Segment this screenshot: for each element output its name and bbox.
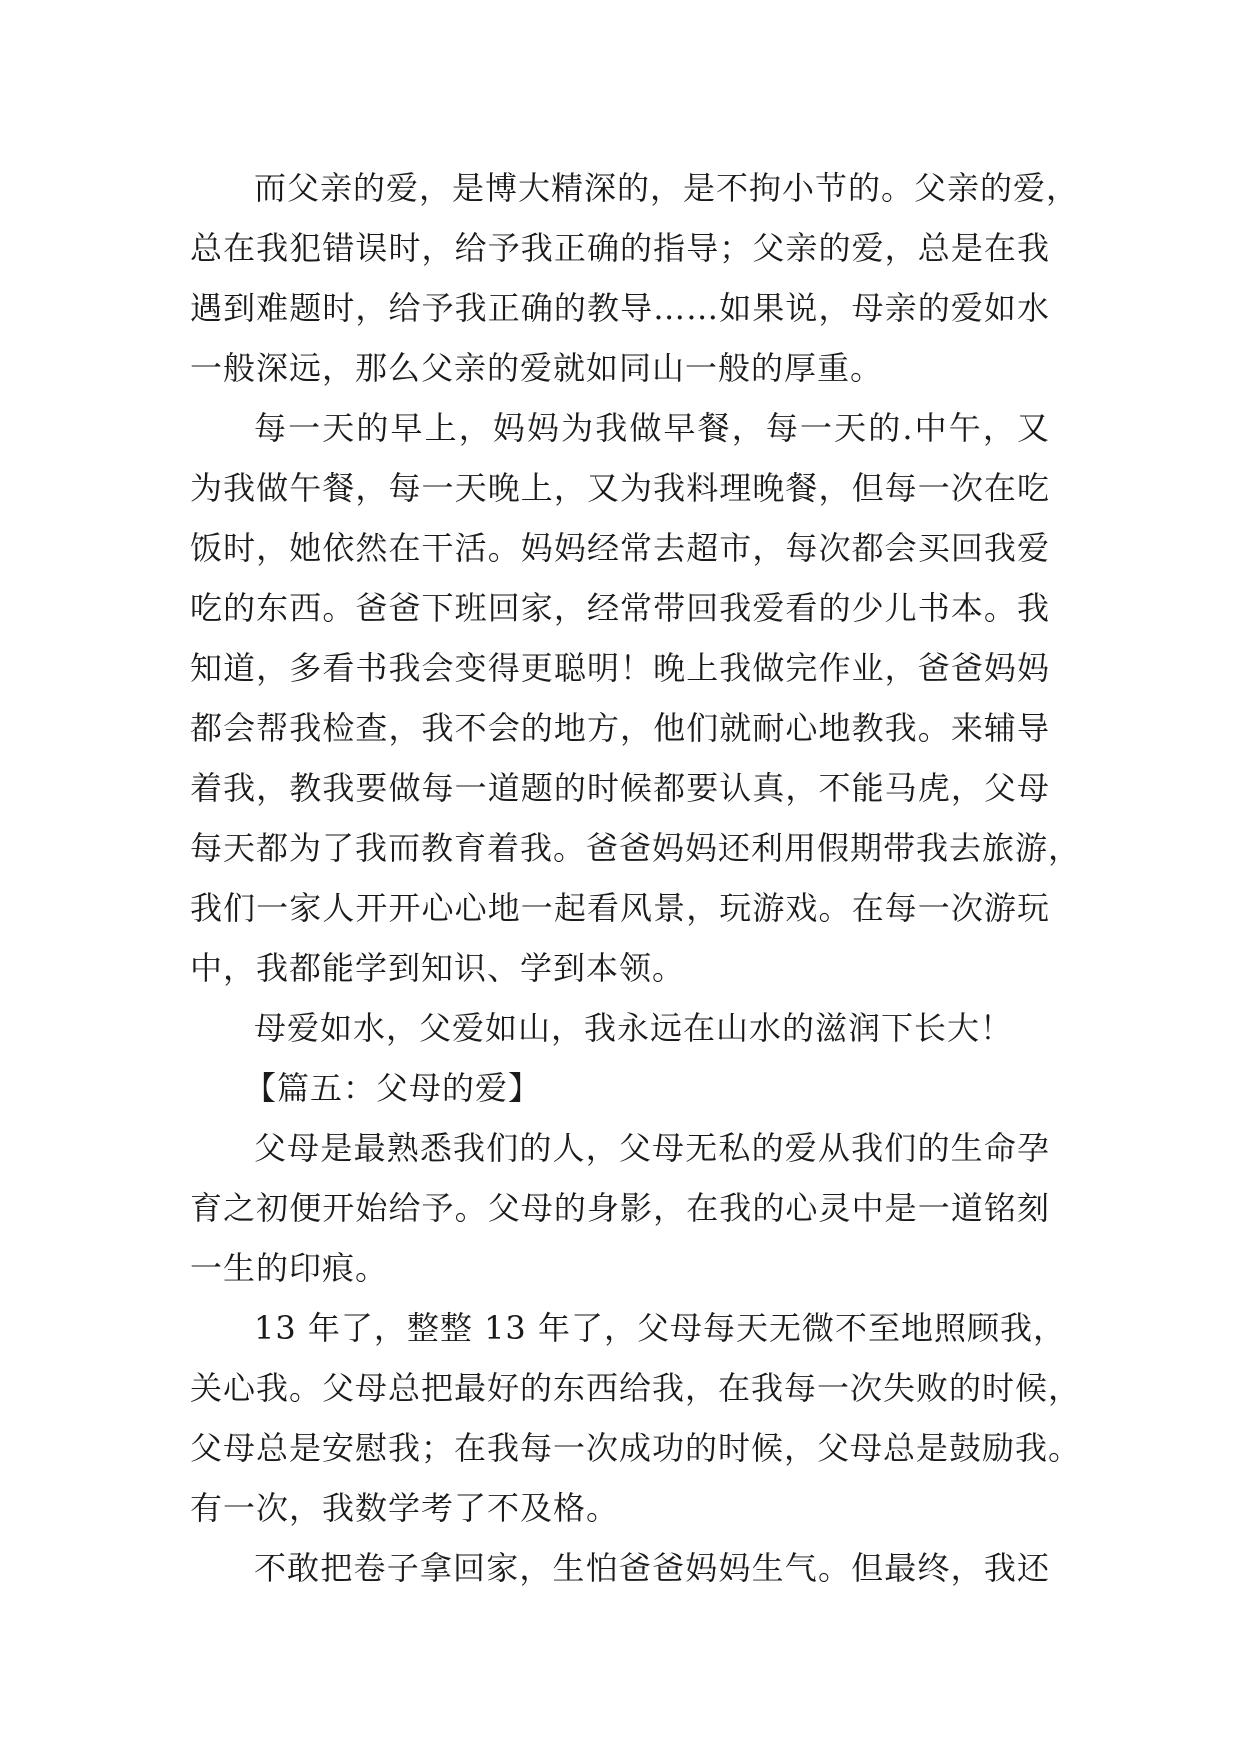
text-line: 13 年了，整整 13 年了，父母每天无微不至地照顾我， <box>254 1309 1066 1347</box>
text-line: 饭时，她依然在干活。妈妈经常去超市，每次都会买回我爱 <box>190 529 1050 567</box>
text-line: 着我，教我要做每一道题的时候都要认真，不能马虎，父母 <box>190 769 1050 807</box>
text-line: 育之初便开始给予。父母的身影，在我的心灵中是一道铭刻 <box>190 1189 1050 1227</box>
text-line: 知道，多看书我会变得更聪明！晚上我做完作业，爸爸妈妈 <box>190 649 1050 687</box>
text-line: 吃的东西。爸爸下班回家，经常带回我爱看的少儿书本。我 <box>190 589 1050 627</box>
text-line: 母爱如水，父爱如山，我永远在山水的滋润下长大！ <box>254 1009 1014 1047</box>
text-line: 父母总是安慰我；在我每一次成功的时候，父母总是鼓励我。 <box>190 1429 1082 1467</box>
text-line: 都会帮我检查，我不会的地方，他们就耐心地教我。来辅导 <box>190 709 1050 747</box>
text-line: 每天都为了我而教育着我。爸爸妈妈还利用假期带我去旅游， <box>190 829 1082 867</box>
text-line: 为我做午餐，每一天晚上，又为我料理晚餐，但每一次在吃 <box>190 469 1050 507</box>
text-line: 每一天的早上，妈妈为我做早餐，每一天的.中午，又 <box>254 409 1050 447</box>
text-line: 我们一家人开开心心地一起看风景，玩游戏。在每一次游玩 <box>190 889 1050 927</box>
text-line: 中，我都能学到知识、学到本领。 <box>190 949 686 987</box>
text-line: 而父亲的爱，是博大精深的，是不拘小节的。父亲的爱， <box>254 169 1080 207</box>
text-line: 一生的印痕。 <box>190 1249 389 1287</box>
text-line: 有一次，我数学考了不及格。 <box>190 1489 620 1527</box>
text-line: 遇到难题时，给予我正确的教导……如果说，母亲的爱如水 <box>190 289 1050 327</box>
text-line: 一般深远，那么父亲的爱就如同山一般的厚重。 <box>190 349 884 387</box>
text-line: 总在我犯错误时，给予我正确的指导；父亲的爱，总是在我 <box>190 229 1050 267</box>
section-heading: 【篇五：父母的爱】 <box>244 1069 542 1107</box>
text-line: 父母是最熟悉我们的人，父母无私的爱从我们的生命孕 <box>254 1129 1050 1167</box>
text-line: 关心我。父母总把最好的东西给我，在我每一次失败的时候， <box>190 1369 1082 1407</box>
text-line: 不敢把卷子拿回家，生怕爸爸妈妈生气。但最终，我还 <box>254 1549 1050 1587</box>
